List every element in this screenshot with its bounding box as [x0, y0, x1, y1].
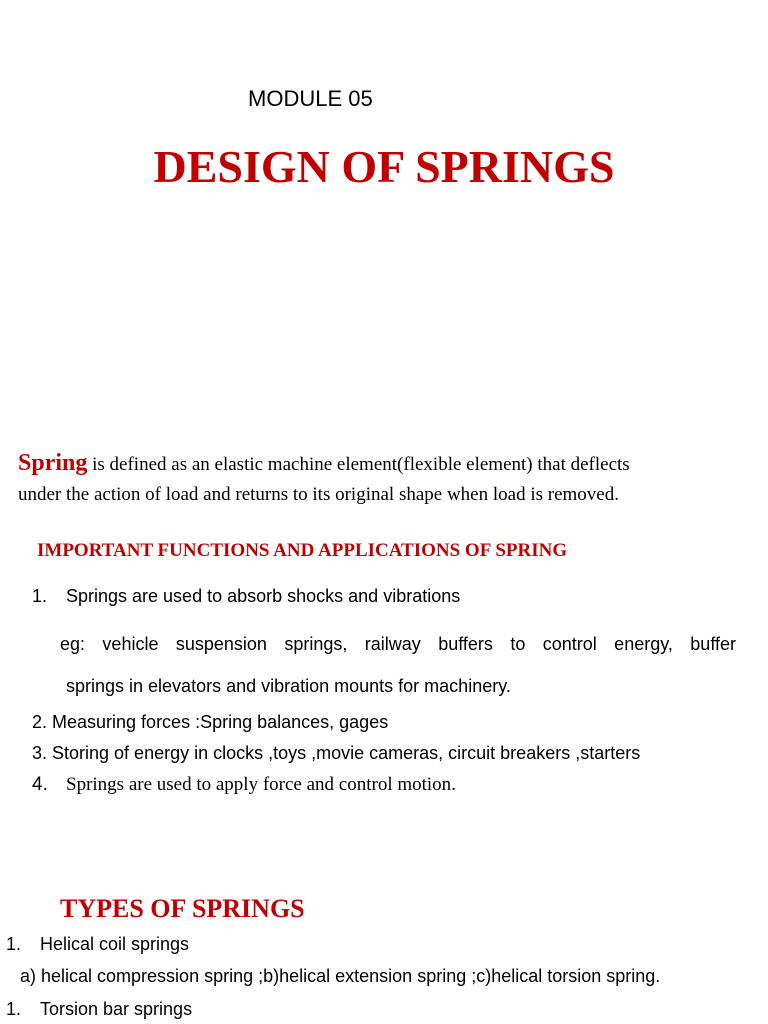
function-item-1-number: 1.: [32, 586, 48, 606]
function-item-4-text: Springs are used to apply force and control motion.: [66, 774, 456, 795]
type-item-1-number: 1.: [6, 934, 22, 954]
type-item-1: [6, 934, 189, 955]
definition-term: Spring: [18, 450, 88, 476]
type-item-2: [6, 999, 192, 1020]
definition-line-2: under the action of load and returns to its original shape when load is removed.: [18, 484, 619, 505]
function-item-3: 3. Storing of energy in clocks ,toys ,movie cameras, circuit breakers ,starters: [32, 743, 641, 763]
type-item-2-number: 1.: [6, 999, 22, 1019]
definition-line-1: [18, 450, 630, 477]
function-item-1-example-line-2: springs in elevators and vibration mounts for machinery.: [66, 676, 511, 696]
function-item-2: 2. Measuring forces :Spring balances, gages: [32, 712, 389, 732]
function-item-4: [32, 774, 456, 796]
types-heading: TYPES OF SPRINGS: [60, 894, 305, 923]
function-item-1-text: Springs are used to absorb shocks and vibrations: [66, 586, 461, 606]
type-item-1-text: Helical coil springs: [40, 934, 190, 954]
functions-heading: IMPORTANT FUNCTIONS AND APPLICATIONS OF SPRING: [37, 540, 568, 561]
module-label: MODULE 05: [248, 86, 373, 111]
function-item-4-number: 4.: [32, 774, 48, 795]
function-item-1: [32, 586, 460, 607]
type-item-2-text: Torsion bar springs: [40, 999, 193, 1019]
definition-text-1: is defined as an elastic machine element(flexible element) that deflects: [87, 454, 630, 475]
page-title: DESIGN OF SPRINGS: [153, 141, 615, 192]
type-item-1-subtypes: a) helical compression spring ;b)helical extension spring ;c)helical torsion spring.: [20, 966, 661, 986]
function-item-1-example-line-1: eg: vehicle suspension springs, railway buffers to control energy, buffer: [60, 634, 736, 654]
